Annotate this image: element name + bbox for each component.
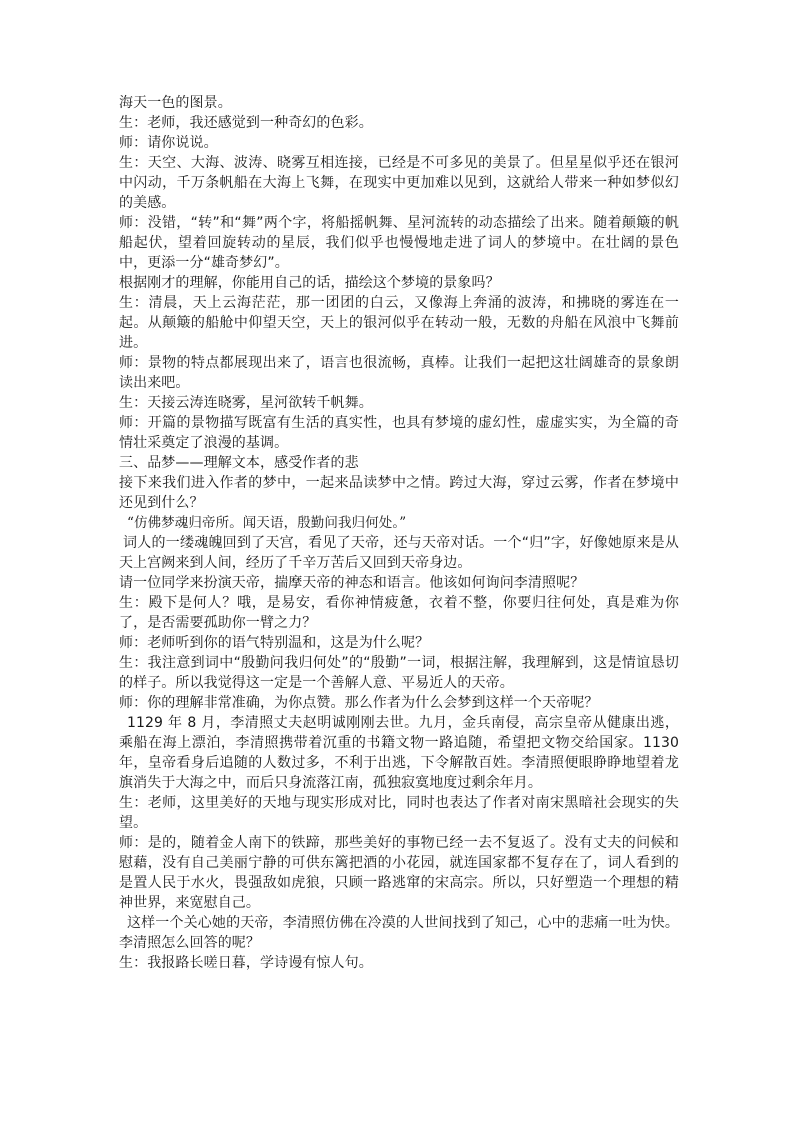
student-line: 生：老师，我还感觉到一种奇幻的色彩。 [119,115,373,131]
student-line: 生：天接云涛连晓雾，星河欲转千帆舞。 [119,395,373,411]
paragraph: 1129 年 8 月，李清照丈夫赵明诚刚刚去世。九月，金兵南侵，高宗皇帝从健康出逃，乘船在海上漂泊，李清照携带着沉重的书籍文物一路追随，希望把文物交给国家。1130 年，皇帝看身后追随的人数过多，不利于出逃，下令解散百姓。李清照便眼睁睁地望着龙旗消失于大海之中，而后只身流落江南，孤独寂寞地度过剩余年月。 [119,715,679,791]
paragraph: 海天一色的图景。 [119,95,232,111]
teacher-line: 师：你的理解非常准确，为你点赞。那么作者为什么会梦到这样一个天帝呢？ [119,695,599,711]
paragraph: 词人的一缕魂魄回到了天宫，看见了天帝，还与天帝对话。一个“归”字，好像她原来是从天上宫阙来到人间，经历了千辛万苦后又回到天帝身边。 [119,535,679,571]
student-line: 生：我报路长嗟日暮，学诗谩有惊人句。 [119,955,373,971]
section-heading: 三、品梦——理解文本，感受作者的悲 [119,455,359,471]
paragraph: 根据刚才的理解，你能用自己的话，描绘这个梦境的景象吗？ [119,275,500,291]
paragraph: 这样一个关心她的天帝，李清照仿佛在冷漠的人世间找到了知己，心中的悲痛一吐为快。李清照怎么回答的呢？ [119,915,679,951]
teacher-line: 师：请你说说。 [119,135,218,151]
student-line: 生：殿下是何人？哦，是易安，看你神情疲惫，衣着不整，你要归往何处，真是难为你了，是否需要孤助你一臂之力？ [119,595,679,631]
paragraph: 接下来我们进入作者的梦中，一起来品读梦中之情。跨过大海，穿过云雾，作者在梦境中还见到什么？ [119,475,679,511]
teacher-line: 师：老师听到你的语气特别温和，这是为什么呢？ [119,635,430,651]
student-line: 生：清晨，天上云海茫茫，那一团团的白云，又像海上奔涌的波涛，和拂晓的雾连在一起。从颠簸的船舱中仰望天空，天上的银河似乎在转动一般，无数的舟船在风浪中飞舞前进。 [119,295,679,351]
student-line: 生：我注意到词中“殷勤问我归何处”的“殷勤”一词，根据注解，我理解到，这是情谊恳切的样子。所以我觉得这一定是一个善解人意、平易近人的天帝。 [119,655,679,691]
teacher-line: 师：景物的特点都展现出来了，语言也很流畅，真棒。让我们一起把这壮阔雄奇的景象朗读出来吧。 [119,355,679,391]
poem-quote: “仿佛梦魂归帝所。闻天语，殷勤问我归何处。” [127,515,407,531]
paragraph: 请一位同学来扮演天帝，揣摩天帝的神态和语言。他该如何询问李清照呢？ [119,575,585,591]
student-line: 生：老师，这里美好的天地与现实形成对比，同时也表达了作者对南宋黑暗社会现实的失望。 [119,795,679,831]
document-body [119,93,679,973]
teacher-line: 师：没错，“转”和“舞”两个字，将船摇帆舞、星河流转的动态描绘了出来。随着颠簸的帆船起伏，望着回旋转动的星辰，我们似乎也慢慢地走进了词人的梦境中。在壮阔的景色中，更添一分“雄奇梦幻”。 [119,215,679,271]
teacher-line: 师：开篇的景物描写既富有生活的真实性，也具有梦境的虚幻性，虚虚实实，为全篇的奇情壮采奠定了浪漫的基调。 [119,415,679,451]
teacher-line: 师：是的，随着金人南下的铁蹄，那些美好的事物已经一去不复返了。没有丈夫的问候和慰藉，没有自己美丽宁静的可供东篱把酒的小花园，就连国家都不复存在了，词人看到的是置人民于水火，畏强敌如虎狼，只顾一路逃窜的宋高宗。所以，只好塑造一个理想的精神世界，来宽慰自己。 [119,835,679,911]
student-line: 生：天空、大海、波涛、晓雾互相连接，已经是不可多见的美景了。但星星似乎还在银河中闪动，千万条帆船在大海上飞舞，在现实中更加难以见到，这就给人带来一种如梦似幻的美感。 [119,155,679,211]
